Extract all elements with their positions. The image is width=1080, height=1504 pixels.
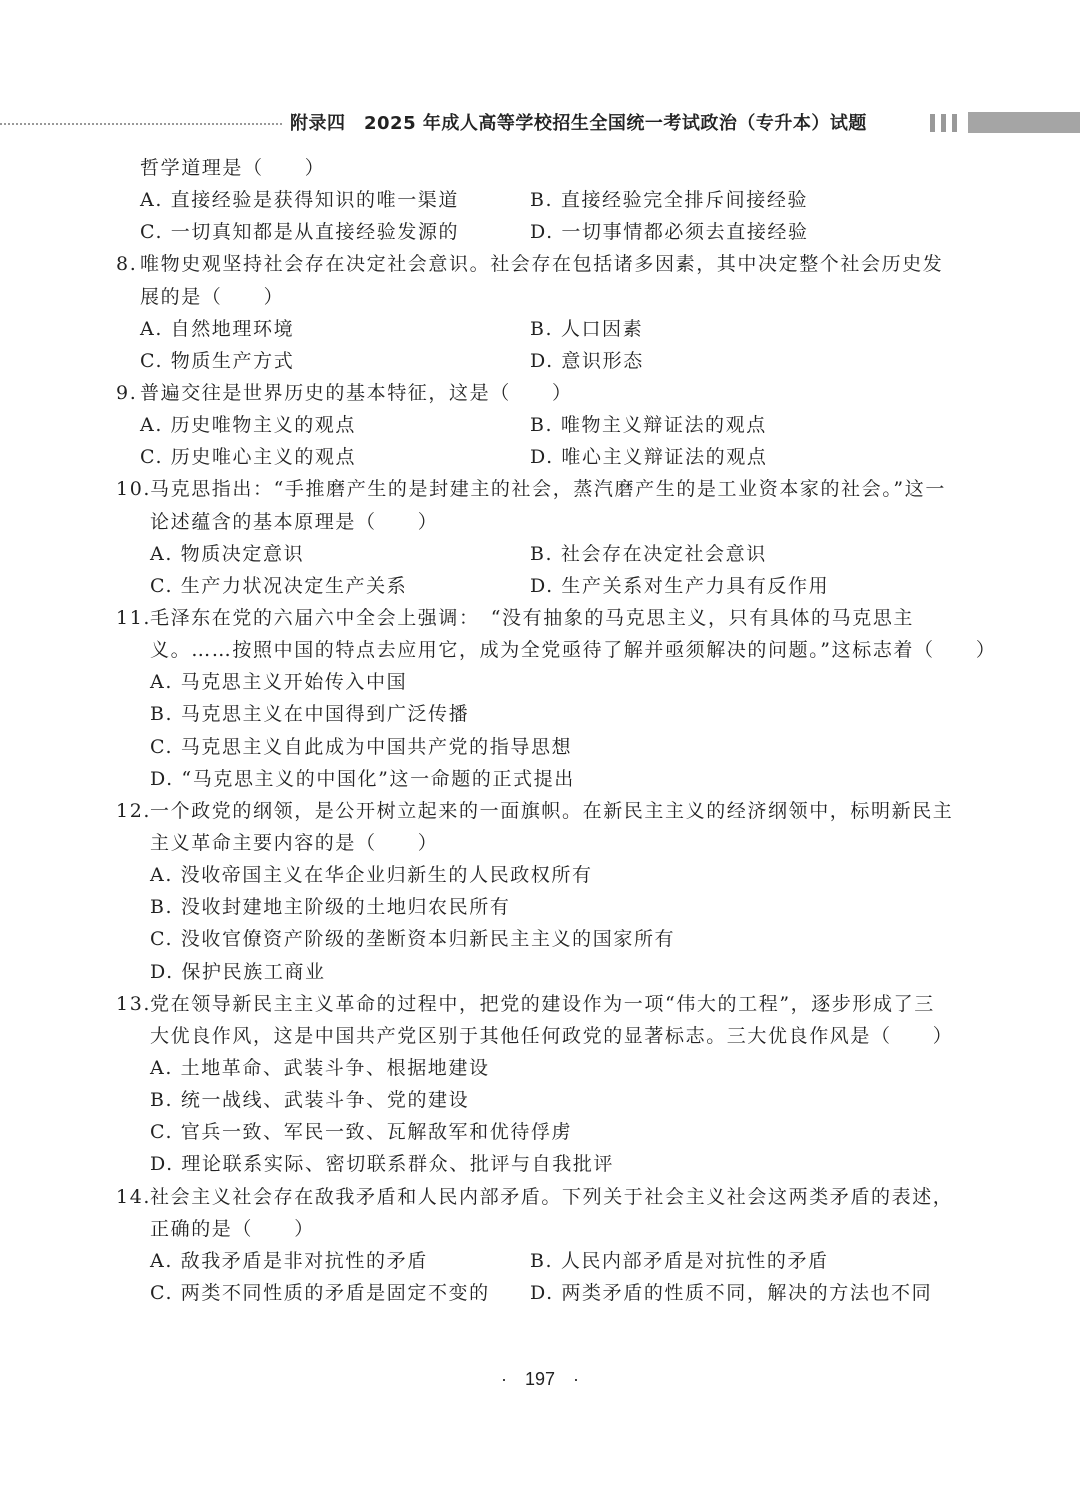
question-stem-line: [0, 988, 1080, 1020]
option: A. 自然地理环境: [140, 317, 295, 340]
option: C. 生产力状况决定生产关系: [150, 574, 408, 597]
question-list: [0, 152, 1080, 1309]
question-stem-text: 正确的是（ ）: [150, 1217, 315, 1240]
option: B. 没收封建地主阶级的土地归农民所有: [150, 896, 511, 919]
question-stem-text: 主义革命主要内容的是（ ）: [150, 831, 439, 854]
question-stem-line: [0, 377, 1080, 409]
option: C. 物质生产方式: [140, 349, 295, 372]
question-stem-text: 义。……按照中国的特点去应用它，成为全党亟待了解并亟须解决的问题。”这标志着（ ）: [150, 639, 997, 662]
option-row: [0, 956, 1080, 988]
question-number: 8.: [116, 253, 138, 276]
question-stem-text: 一个政党的纲领，是公开树立起来的一面旗帜。在新民主主义的经济纲领中，标明新民主: [150, 799, 954, 822]
header-dotted-rule: [0, 123, 282, 125]
option-row: [0, 698, 1080, 730]
option: B. 统一战线、武装斗争、党的建设: [150, 1089, 470, 1112]
option: A. 没收帝国主义在华企业归新生的人民政权所有: [150, 864, 593, 887]
question-stem-line: [0, 1020, 1080, 1052]
question-stem-text: 哲学道理是（ ）: [140, 157, 326, 179]
option: A. 敌我矛盾是非对抗性的矛盾: [150, 1249, 428, 1272]
option-row: [0, 184, 1080, 216]
question-stem-line: [0, 473, 1080, 505]
option-row: [0, 1148, 1080, 1180]
option-row: [0, 1116, 1080, 1148]
question-stem-line: [0, 602, 1080, 634]
option-row: [0, 1052, 1080, 1084]
option: C. 马克思主义自此成为中国共产党的指导思想: [150, 735, 573, 758]
question-stem-line: [0, 827, 1080, 859]
question-stem-line: [0, 248, 1080, 280]
option: B. 唯物主义辩证法的观点: [530, 414, 767, 437]
header-bars-decoration: [930, 114, 957, 132]
header-gray-block: [968, 112, 1080, 133]
option: A. 历史唯物主义的观点: [140, 414, 357, 437]
option: B. 直接经验完全排斥间接经验: [530, 189, 809, 212]
option: D. 唯心主义辩证法的观点: [530, 446, 768, 469]
option-row: [0, 313, 1080, 345]
option-row: [0, 1245, 1080, 1277]
option: C. 官兵一致、军民一致、瓦解敌军和优待俘虏: [150, 1121, 573, 1144]
option: C. 历史唯心主义的观点: [140, 446, 357, 469]
option: B. 人口因素: [530, 317, 644, 340]
option-row: [0, 409, 1080, 441]
option: D. 生产关系对生产力具有反作用: [530, 574, 830, 597]
option: B. 人民内部矛盾是对抗性的矛盾: [530, 1249, 829, 1272]
option: C. 两类不同性质的矛盾是固定不变的: [150, 1281, 490, 1304]
question-number: 10.: [116, 478, 152, 501]
option-row: [0, 538, 1080, 570]
question-stem-line: [0, 1213, 1080, 1245]
page-number: · 197 ·: [500, 1369, 580, 1389]
question-stem-line: [0, 152, 1080, 184]
option: A. 直接经验是获得知识的唯一渠道: [140, 189, 460, 212]
option-row: [0, 216, 1080, 248]
question-stem-text: 展的是（ ）: [140, 285, 285, 308]
question-number: 9.: [116, 381, 138, 404]
question-stem-text: 普遍交往是世界历史的基本特征，这是（ ）: [140, 381, 573, 404]
option: A. 土地革命、武装斗争、根据地建设: [150, 1056, 490, 1079]
option-row: [0, 1084, 1080, 1116]
option-row: [0, 923, 1080, 955]
option-row: [0, 859, 1080, 891]
option: C. 没收官僚资产阶级的垄断资本归新民主主义的国家所有: [150, 928, 676, 951]
question-stem-text: 毛泽东在党的六届六中全会上强调： “没有抽象的马克思主义，只有具体的马克思主: [150, 606, 915, 629]
question-stem-text: 唯物史观坚持社会存在决定社会意识。社会存在包括诸多因素，其中决定整个社会历史发: [140, 253, 944, 276]
question-stem-line: [0, 795, 1080, 827]
option: B. 社会存在决定社会意识: [530, 542, 767, 565]
option: D. 理论联系实际、密切联系群众、批评与自我批评: [150, 1153, 615, 1176]
option: D. 保护民族工商业: [150, 960, 326, 983]
question-stem-line: [0, 506, 1080, 538]
question-stem-line: [0, 1181, 1080, 1213]
option: C. 一切真知都是从直接经验发源的: [140, 221, 460, 244]
question-stem-text: 大优良作风，这是中国共产党区别于其他任何政党的显著标志。三大优良作风是（ ）: [150, 1024, 954, 1047]
question-stem-text: 社会主义社会存在敌我矛盾和人民内部矛盾。下列关于社会主义社会这两类矛盾的表述，: [150, 1185, 954, 1208]
option-row: [0, 570, 1080, 602]
question-number: 11.: [116, 606, 152, 629]
option-row: [0, 441, 1080, 473]
option: D. 两类矛盾的性质不同，解决的方法也不同: [530, 1281, 933, 1304]
question-number: 14.: [116, 1185, 152, 1208]
option: A. 物质决定意识: [150, 542, 305, 565]
option-row: [0, 345, 1080, 377]
option-row: [0, 666, 1080, 698]
option: D. 一切事情都必须去直接经验: [530, 221, 809, 244]
running-header-title: 附录四 2025 年成人高等学校招生全国统一考试政治（专升本）试题: [290, 113, 867, 134]
question-stem-line: [0, 634, 1080, 666]
option-row: [0, 1277, 1080, 1309]
option-row: [0, 763, 1080, 795]
question-stem-text: 马克思指出：“手推磨产生的是封建主的社会，蒸汽磨产生的是工业资本家的社会。”这一: [150, 478, 946, 501]
question-number: 13.: [116, 992, 152, 1015]
question-stem-line: [0, 281, 1080, 313]
question-stem-text: 论述蕴含的基本原理是（ ）: [150, 510, 439, 533]
option-row: [0, 731, 1080, 763]
option: B. 马克思主义在中国得到广泛传播: [150, 703, 470, 726]
option: D. “马克思主义的中国化”这一命题的正式提出: [150, 767, 575, 790]
question-stem-text: 党在领导新民主主义革命的过程中，把党的建设作为一项“伟大的工程”，逐步形成了三: [150, 992, 935, 1015]
option: D. 意识形态: [530, 349, 644, 372]
option-row: [0, 891, 1080, 923]
question-number: 12.: [116, 799, 152, 822]
option: A. 马克思主义开始传入中国: [150, 671, 408, 694]
